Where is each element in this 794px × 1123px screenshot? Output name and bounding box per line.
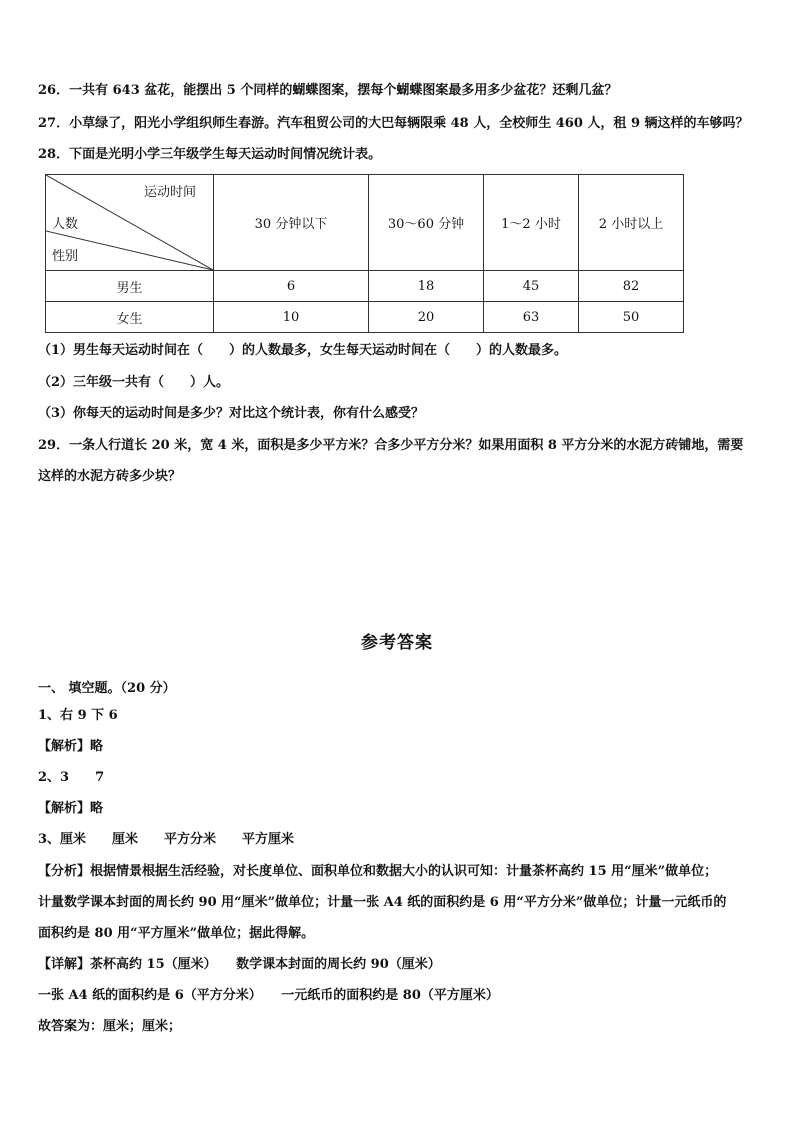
question-28-sub-3: （3）你每天的运动时间是多少？对比这个统计表，你有什么感受？ [38, 406, 425, 421]
table-cell: 18 [369, 271, 484, 302]
corner-label-count: 人数 [52, 217, 79, 232]
answers-title: 参考答案 [361, 633, 433, 653]
table-cell: 20 [369, 302, 484, 333]
corner-label-gender: 性别 [52, 249, 79, 264]
question-28: 28．下面是光明小学三年级学生每天运动时间情况统计表。 [38, 147, 382, 162]
answer-3-analysis-line-1: 【分析】根据情景根据生活经验，对长度单位、面积单位和数据大小的认识可知：计量茶杯高约 15 用“厘米”做单位； [38, 864, 718, 879]
question-28-sub-1: （1）男生每天运动时间在（ ）的人数最多，女生每天运动时间在（ ）的人数最多。 [38, 343, 568, 358]
table-cell: 82 [579, 271, 684, 302]
column-header: 30 分钟以下 [214, 175, 369, 271]
question-28-sub-2: （2）三年级一共有（ ）人。 [38, 375, 230, 390]
column-header: 2 小时以上 [579, 175, 684, 271]
answer-3-analysis-line-2: 计量数学课本封面的周长约 90 用“厘米”做单位；计量一张 A4 纸的面积约是 6 用“平方分米”做单位；计量一元纸币的 [38, 895, 727, 910]
column-header: 1～2 小时 [484, 175, 579, 271]
table-cell: 6 [214, 271, 369, 302]
table-cell: 45 [484, 271, 579, 302]
column-header: 30～60 分钟 [369, 175, 484, 271]
answers-section-1: 一、 填空题。（20 分） [38, 681, 176, 696]
answer-2-note: 【解析】略 [38, 801, 104, 816]
table-header-row [46, 175, 684, 271]
corner-label-time: 运动时间 [144, 185, 197, 200]
table-cell: 50 [579, 302, 684, 333]
answer-2: 2、3 7 [38, 770, 105, 785]
question-27: 27．小草绿了，阳光小学组织师生春游。汽车租贸公司的大巴每辆限乘 48 人，全校师生 460 人，租 9 辆这样的车够吗？ [38, 116, 749, 131]
table-cell: 10 [214, 302, 369, 333]
row-label: 男生 [46, 271, 214, 302]
question-29-line-1: 29．一条人行道长 20 米，宽 4 米，面积是多少平方米？合多少平方分米？如果用面积 8 平方分米的水泥方砖铺地，需要 [38, 438, 744, 453]
table-cell: 63 [484, 302, 579, 333]
answer-3-conclusion: 故答案为：厘米；厘米； [38, 1019, 182, 1034]
answer-3-detail-line-1: 【详解】茶杯高约 15（厘米） 数学课本封面的周长约 90（厘米） [38, 957, 441, 972]
table-corner-cell [46, 175, 214, 271]
answer-3: 3、厘米 厘米 平方分米 平方厘米 [38, 832, 295, 847]
row-label: 女生 [46, 302, 214, 333]
answer-3-analysis-line-3: 面积约是 80 用“平方厘米”做单位；据此得解。 [38, 926, 315, 941]
table-row [46, 302, 684, 333]
answer-3-detail-line-2: 一张 A4 纸的面积约是 6（平方分米） 一元纸币的面积约是 80（平方厘米） [38, 988, 499, 1003]
exercise-time-table [45, 174, 684, 333]
table-row [46, 271, 684, 302]
answer-1: 1、右 9 下 6 [38, 708, 118, 723]
question-29-line-2: 这样的水泥方砖多少块？ [38, 469, 182, 484]
answer-1-note: 【解析】略 [38, 739, 104, 754]
question-26: 26．一共有 643 盆花，能摆出 5 个同样的蝴蝶图案，摆每个蝴蝶图案最多用多少盆花？还剩几盆？ [38, 83, 618, 98]
